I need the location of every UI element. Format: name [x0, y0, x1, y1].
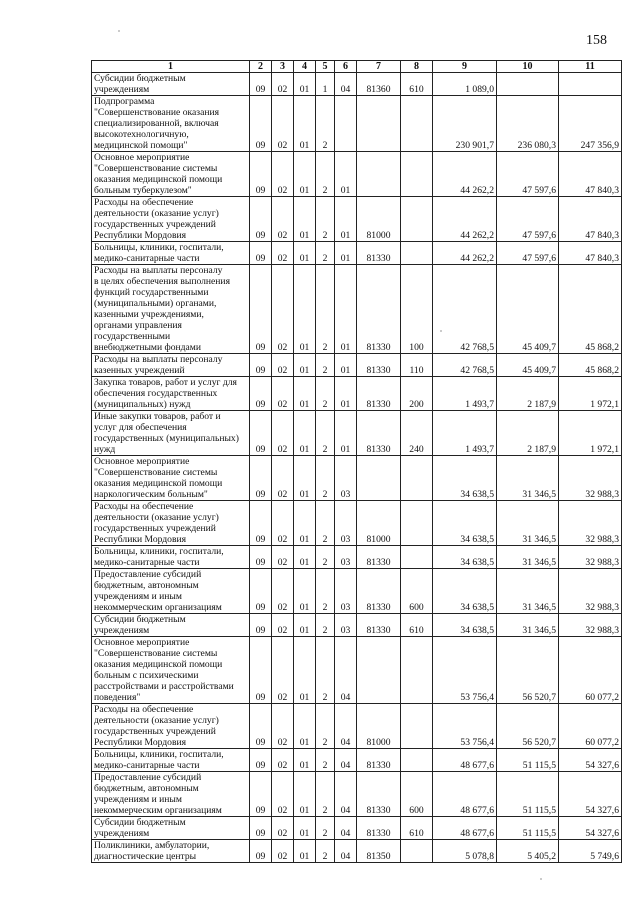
scan-speck — [540, 878, 542, 880]
cell-col-2: 09 — [250, 377, 272, 411]
column-header-3: 3 — [272, 61, 294, 73]
cell-col-6: 04 — [335, 637, 357, 704]
cell-col-5: 2 — [316, 840, 335, 863]
cell-col-9: 5 078,8 — [433, 840, 497, 863]
cell-col-11: 1 972,1 — [559, 377, 622, 411]
cell-col-10: 51 115,5 — [497, 817, 559, 840]
cell-col-4: 01 — [294, 817, 316, 840]
cell-col-10: 2 187,9 — [497, 377, 559, 411]
cell-col-9: 48 677,6 — [433, 749, 497, 772]
column-header-6: 6 — [335, 61, 357, 73]
cell-col-3: 02 — [272, 96, 294, 152]
cell-col-10: 31 346,5 — [497, 614, 559, 637]
table-row — [92, 704, 622, 749]
cell-col-7: 81350 — [357, 840, 401, 863]
cell-col-8 — [401, 197, 433, 242]
column-header-10: 10 — [497, 61, 559, 73]
cell-col-8 — [401, 637, 433, 704]
column-header-1: 1 — [92, 61, 250, 73]
row-name-cell: Подпрограмма "Совершенствование оказания специализированной, включая высокотехнологичную, медицинской помощи" — [92, 96, 250, 152]
cell-col-5: 2 — [316, 749, 335, 772]
cell-col-6: 01 — [335, 354, 357, 377]
cell-col-3: 02 — [272, 501, 294, 546]
cell-col-6: 01 — [335, 197, 357, 242]
cell-col-3: 02 — [272, 546, 294, 569]
table-body — [92, 73, 622, 863]
cell-col-5: 2 — [316, 152, 335, 197]
cell-col-9: 42 768,5 — [433, 265, 497, 354]
cell-col-4: 01 — [294, 377, 316, 411]
cell-col-6: 01 — [335, 152, 357, 197]
table-row — [92, 197, 622, 242]
cell-col-5: 2 — [316, 569, 335, 614]
table-row — [92, 637, 622, 704]
cell-col-8: 100 — [401, 265, 433, 354]
cell-col-10: 47 597,6 — [497, 242, 559, 265]
table-row — [92, 569, 622, 614]
row-name-cell: Расходы на обеспечение деятельности (оказание услуг) государственных учреждений Республики Мордовия — [92, 704, 250, 749]
cell-col-9: 48 677,6 — [433, 772, 497, 817]
cell-col-9: 230 901,7 — [433, 96, 497, 152]
cell-col-11: 32 988,3 — [559, 456, 622, 501]
cell-col-3: 02 — [272, 265, 294, 354]
cell-col-11: 32 988,3 — [559, 501, 622, 546]
table-row — [92, 749, 622, 772]
table-row — [92, 377, 622, 411]
cell-col-3: 02 — [272, 772, 294, 817]
cell-col-4: 01 — [294, 569, 316, 614]
cell-col-6: 03 — [335, 614, 357, 637]
cell-col-8: 600 — [401, 569, 433, 614]
cell-col-11: 45 868,2 — [559, 354, 622, 377]
cell-col-8: 610 — [401, 73, 433, 96]
cell-col-2: 09 — [250, 772, 272, 817]
cell-col-9: 44 262,2 — [433, 197, 497, 242]
cell-col-9: 34 638,5 — [433, 456, 497, 501]
cell-col-8 — [401, 242, 433, 265]
cell-col-11: 47 840,3 — [559, 197, 622, 242]
cell-col-9: 1 089,0 — [433, 73, 497, 96]
cell-col-4: 01 — [294, 411, 316, 456]
cell-col-11: 54 327,6 — [559, 749, 622, 772]
cell-col-7 — [357, 637, 401, 704]
cell-col-2: 09 — [250, 546, 272, 569]
cell-col-6: 04 — [335, 749, 357, 772]
cell-col-11: 5 749,6 — [559, 840, 622, 863]
cell-col-11: 60 077,2 — [559, 637, 622, 704]
cell-col-4: 01 — [294, 265, 316, 354]
row-name-cell: Предоставление субсидий бюджетным, автономным учреждениям и иным некоммерческим организациям — [92, 772, 250, 817]
row-name-cell: Основное мероприятие "Совершенствование системы оказания медицинской помощи больным туберкулезом" — [92, 152, 250, 197]
cell-col-5: 2 — [316, 704, 335, 749]
cell-col-6 — [335, 96, 357, 152]
row-name-cell: Расходы на обеспечение деятельности (оказание услуг) государственных учреждений Республики Мордовия — [92, 197, 250, 242]
cell-col-11 — [559, 73, 622, 96]
cell-col-7: 81330 — [357, 265, 401, 354]
column-header-4: 4 — [294, 61, 316, 73]
cell-col-10: 47 597,6 — [497, 152, 559, 197]
table-row — [92, 546, 622, 569]
cell-col-2: 09 — [250, 749, 272, 772]
cell-col-6: 04 — [335, 817, 357, 840]
cell-col-4: 01 — [294, 197, 316, 242]
row-name-cell: Основное мероприятие "Совершенствование системы оказания медицинской помощи больным с психическими расстройствами и расстройствами поведения" — [92, 637, 250, 704]
cell-col-10: 56 520,7 — [497, 637, 559, 704]
cell-col-11: 32 988,3 — [559, 546, 622, 569]
cell-col-6: 03 — [335, 456, 357, 501]
cell-col-4: 01 — [294, 749, 316, 772]
cell-col-2: 09 — [250, 456, 272, 501]
budget-table — [91, 60, 622, 863]
cell-col-8: 240 — [401, 411, 433, 456]
cell-col-2: 09 — [250, 242, 272, 265]
cell-col-4: 01 — [294, 152, 316, 197]
table-row — [92, 96, 622, 152]
table-row — [92, 411, 622, 456]
cell-col-11: 47 840,3 — [559, 242, 622, 265]
cell-col-8 — [401, 501, 433, 546]
row-name-cell: Расходы на выплаты персоналу в целях обеспечения выполнения функций государственными (муниципальными) органами, казенными учреждениями, органами управления государственными внебюджетными фондами — [92, 265, 250, 354]
row-name-cell: Иные закупки товаров, работ и услуг для обеспечения государственных (муниципальных) нужд — [92, 411, 250, 456]
cell-col-4: 01 — [294, 772, 316, 817]
cell-col-5: 2 — [316, 197, 335, 242]
cell-col-11: 1 972,1 — [559, 411, 622, 456]
cell-col-10: 31 346,5 — [497, 501, 559, 546]
row-name-cell: Поликлиники, амбулатории, диагностические центры — [92, 840, 250, 863]
column-header-9: 9 — [433, 61, 497, 73]
cell-col-2: 09 — [250, 411, 272, 456]
cell-col-7: 81360 — [357, 73, 401, 96]
cell-col-10: 2 187,9 — [497, 411, 559, 456]
cell-col-6: 04 — [335, 840, 357, 863]
cell-col-10: 47 597,6 — [497, 197, 559, 242]
cell-col-5: 2 — [316, 377, 335, 411]
scan-speck — [118, 30, 120, 32]
cell-col-8: 610 — [401, 614, 433, 637]
cell-col-7: 81330 — [357, 749, 401, 772]
table-row — [92, 456, 622, 501]
table-row — [92, 152, 622, 197]
cell-col-9: 48 677,6 — [433, 817, 497, 840]
cell-col-4: 01 — [294, 546, 316, 569]
cell-col-7: 81330 — [357, 569, 401, 614]
cell-col-3: 02 — [272, 817, 294, 840]
cell-col-11: 45 868,2 — [559, 265, 622, 354]
cell-col-7: 81000 — [357, 197, 401, 242]
row-name-cell: Расходы на выплаты персоналу казенных учреждений — [92, 354, 250, 377]
cell-col-6: 01 — [335, 242, 357, 265]
row-name-cell: Закупка товаров, работ и услуг для обеспечения государственных (муниципальных) нужд — [92, 377, 250, 411]
cell-col-9: 53 756,4 — [433, 704, 497, 749]
cell-col-7: 81330 — [357, 411, 401, 456]
cell-col-5: 2 — [316, 96, 335, 152]
cell-col-2: 09 — [250, 637, 272, 704]
cell-col-6: 03 — [335, 501, 357, 546]
cell-col-6: 01 — [335, 265, 357, 354]
cell-col-7: 81000 — [357, 704, 401, 749]
table-row — [92, 772, 622, 817]
cell-col-9: 1 493,7 — [433, 411, 497, 456]
cell-col-4: 01 — [294, 840, 316, 863]
cell-col-6: 04 — [335, 73, 357, 96]
cell-col-6: 03 — [335, 546, 357, 569]
cell-col-4: 01 — [294, 637, 316, 704]
cell-col-11: 32 988,3 — [559, 569, 622, 614]
cell-col-8 — [401, 456, 433, 501]
cell-col-10: 31 346,5 — [497, 546, 559, 569]
cell-col-5: 2 — [316, 265, 335, 354]
cell-col-9: 34 638,5 — [433, 546, 497, 569]
cell-col-2: 09 — [250, 197, 272, 242]
cell-col-7: 81330 — [357, 614, 401, 637]
cell-col-3: 02 — [272, 749, 294, 772]
cell-col-2: 09 — [250, 354, 272, 377]
cell-col-2: 09 — [250, 840, 272, 863]
cell-col-7: 81330 — [357, 377, 401, 411]
cell-col-5: 2 — [316, 614, 335, 637]
cell-col-4: 01 — [294, 354, 316, 377]
cell-col-8 — [401, 546, 433, 569]
cell-col-6: 01 — [335, 377, 357, 411]
cell-col-2: 09 — [250, 817, 272, 840]
cell-col-5: 2 — [316, 637, 335, 704]
cell-col-8 — [401, 152, 433, 197]
column-header-2: 2 — [250, 61, 272, 73]
row-name-cell: Больницы, клиники, госпитали, медико-санитарные части — [92, 749, 250, 772]
row-name-cell: Субсидии бюджетным учреждениям — [92, 614, 250, 637]
cell-col-7: 81000 — [357, 501, 401, 546]
cell-col-11: 54 327,6 — [559, 817, 622, 840]
cell-col-5: 1 — [316, 73, 335, 96]
cell-col-3: 02 — [272, 152, 294, 197]
cell-col-2: 09 — [250, 152, 272, 197]
cell-col-6: 04 — [335, 704, 357, 749]
table-row — [92, 840, 622, 863]
cell-col-3: 02 — [272, 73, 294, 96]
cell-col-5: 2 — [316, 817, 335, 840]
cell-col-2: 09 — [250, 614, 272, 637]
cell-col-10: 51 115,5 — [497, 749, 559, 772]
cell-col-4: 01 — [294, 456, 316, 501]
cell-col-10: 31 346,5 — [497, 569, 559, 614]
table-row — [92, 501, 622, 546]
cell-col-2: 09 — [250, 73, 272, 96]
cell-col-5: 2 — [316, 411, 335, 456]
cell-col-10: 236 080,3 — [497, 96, 559, 152]
cell-col-7: 81330 — [357, 354, 401, 377]
cell-col-11: 247 356,9 — [559, 96, 622, 152]
page-number: 158 — [586, 33, 607, 48]
cell-col-8 — [401, 96, 433, 152]
table-row — [92, 817, 622, 840]
row-name-cell: Предоставление субсидий бюджетным, автономным учреждениям и иным некоммерческим организациям — [92, 569, 250, 614]
table-row — [92, 242, 622, 265]
cell-col-3: 02 — [272, 456, 294, 501]
cell-col-7: 81330 — [357, 242, 401, 265]
cell-col-5: 2 — [316, 354, 335, 377]
cell-col-5: 2 — [316, 456, 335, 501]
cell-col-2: 09 — [250, 501, 272, 546]
cell-col-8 — [401, 749, 433, 772]
cell-col-7: 81330 — [357, 772, 401, 817]
table-row — [92, 354, 622, 377]
cell-col-2: 09 — [250, 96, 272, 152]
cell-col-10: 45 409,7 — [497, 354, 559, 377]
cell-col-3: 02 — [272, 840, 294, 863]
row-name-cell: Субсидии бюджетным учреждениям — [92, 817, 250, 840]
cell-col-4: 01 — [294, 501, 316, 546]
cell-col-9: 44 262,2 — [433, 242, 497, 265]
cell-col-7 — [357, 152, 401, 197]
cell-col-7 — [357, 456, 401, 501]
cell-col-10: 45 409,7 — [497, 265, 559, 354]
cell-col-3: 02 — [272, 377, 294, 411]
cell-col-9: 1 493,7 — [433, 377, 497, 411]
cell-col-2: 09 — [250, 265, 272, 354]
cell-col-3: 02 — [272, 411, 294, 456]
cell-col-3: 02 — [272, 637, 294, 704]
row-name-cell: Больницы, клиники, госпитали, медико-санитарные части — [92, 242, 250, 265]
cell-col-3: 02 — [272, 704, 294, 749]
cell-col-8: 110 — [401, 354, 433, 377]
cell-col-4: 01 — [294, 96, 316, 152]
cell-col-7: 81330 — [357, 546, 401, 569]
row-name-cell: Больницы, клиники, госпитали, медико-санитарные части — [92, 546, 250, 569]
cell-col-5: 2 — [316, 501, 335, 546]
column-header-7: 7 — [357, 61, 401, 73]
cell-col-11: 32 988,3 — [559, 614, 622, 637]
table-row — [92, 73, 622, 96]
cell-col-9: 34 638,5 — [433, 569, 497, 614]
cell-col-8: 600 — [401, 772, 433, 817]
cell-col-5: 2 — [316, 546, 335, 569]
cell-col-4: 01 — [294, 614, 316, 637]
cell-col-10: 51 115,5 — [497, 772, 559, 817]
column-header-11: 11 — [559, 61, 622, 73]
table-header-row — [92, 61, 622, 73]
cell-col-6: 01 — [335, 411, 357, 456]
cell-col-8: 610 — [401, 817, 433, 840]
cell-col-9: 42 768,5 — [433, 354, 497, 377]
cell-col-10 — [497, 73, 559, 96]
cell-col-7 — [357, 96, 401, 152]
cell-col-8: 200 — [401, 377, 433, 411]
cell-col-11: 54 327,6 — [559, 772, 622, 817]
cell-col-3: 02 — [272, 614, 294, 637]
cell-col-9: 34 638,5 — [433, 501, 497, 546]
cell-col-3: 02 — [272, 242, 294, 265]
cell-col-11: 47 840,3 — [559, 152, 622, 197]
cell-col-2: 09 — [250, 704, 272, 749]
table-row — [92, 265, 622, 354]
cell-col-10: 31 346,5 — [497, 456, 559, 501]
cell-col-7: 81330 — [357, 817, 401, 840]
row-name-cell: Расходы на обеспечение деятельности (оказание услуг) государственных учреждений Республики Мордовия — [92, 501, 250, 546]
cell-col-10: 5 405,2 — [497, 840, 559, 863]
cell-col-8 — [401, 704, 433, 749]
cell-col-9: 44 262,2 — [433, 152, 497, 197]
cell-col-2: 09 — [250, 569, 272, 614]
cell-col-8 — [401, 840, 433, 863]
row-name-cell: Субсидии бюджетным учреждениям — [92, 73, 250, 96]
column-header-8: 8 — [401, 61, 433, 73]
scan-speck — [440, 330, 442, 332]
row-name-cell: Основное мероприятие "Совершенствование системы оказания медицинской помощи наркологическим больным" — [92, 456, 250, 501]
cell-col-5: 2 — [316, 242, 335, 265]
cell-col-5: 2 — [316, 772, 335, 817]
column-header-5: 5 — [316, 61, 335, 73]
cell-col-9: 34 638,5 — [433, 614, 497, 637]
cell-col-6: 03 — [335, 569, 357, 614]
cell-col-4: 01 — [294, 73, 316, 96]
cell-col-3: 02 — [272, 197, 294, 242]
cell-col-9: 53 756,4 — [433, 637, 497, 704]
cell-col-10: 56 520,7 — [497, 704, 559, 749]
cell-col-4: 01 — [294, 704, 316, 749]
cell-col-3: 02 — [272, 569, 294, 614]
cell-col-6: 04 — [335, 772, 357, 817]
cell-col-11: 60 077,2 — [559, 704, 622, 749]
cell-col-4: 01 — [294, 242, 316, 265]
cell-col-3: 02 — [272, 354, 294, 377]
table-row — [92, 614, 622, 637]
